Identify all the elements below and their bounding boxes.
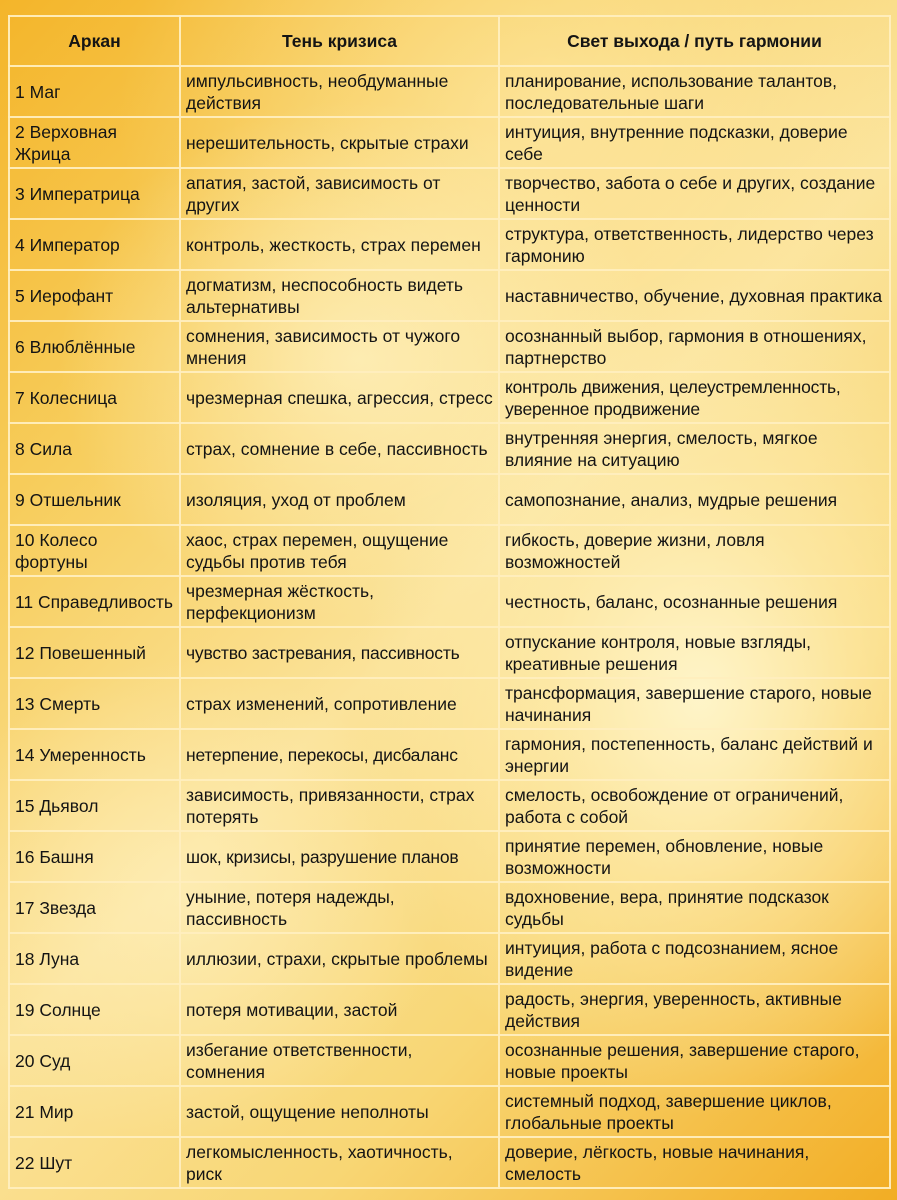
table-row (9, 1137, 890, 1188)
light-cell: радость, энергия, уверенность, активные действия (499, 984, 890, 1035)
shadow-cell: нетерпение, перекосы, дисбаланс (180, 729, 499, 780)
light-cell: трансформация, завершение старого, новые начинания (499, 678, 890, 729)
arcana-table-sheet (8, 15, 889, 1185)
arcana-cell: 7 Колесница (9, 372, 180, 423)
arcana-cell: 11 Справедливость (9, 576, 180, 627)
arcana-cell: 13 Смерть (9, 678, 180, 729)
arcana-cell: 20 Суд (9, 1035, 180, 1086)
arcana-cell: 22 Шут (9, 1137, 180, 1188)
shadow-cell: чрезмерная спешка, агрессия, стресс (180, 372, 499, 423)
light-cell: вдохновение, вера, принятие подсказок судьбы (499, 882, 890, 933)
arcana-cell: 15 Дьявол (9, 780, 180, 831)
table-row (9, 117, 890, 168)
shadow-cell: импульсивность, необдуманные действия (180, 66, 499, 117)
table-row (9, 831, 890, 882)
shadow-cell: шок, кризисы, разрушение планов (180, 831, 499, 882)
table-row (9, 1035, 890, 1086)
arcana-cell: 10 Колесо фортуны (9, 525, 180, 576)
arcana-cell: 19 Солнце (9, 984, 180, 1035)
table-row (9, 321, 890, 372)
shadow-cell: контроль, жесткость, страх перемен (180, 219, 499, 270)
shadow-cell: уныние, потеря надежды, пассивность (180, 882, 499, 933)
shadow-cell: страх, сомнение в себе, пассивность (180, 423, 499, 474)
shadow-cell: чрезмерная жёсткость, перфекционизм (180, 576, 499, 627)
table-row (9, 882, 890, 933)
light-cell: самопознание, анализ, мудрые решения (499, 474, 890, 525)
shadow-cell: застой, ощущение неполноты (180, 1086, 499, 1137)
table-row (9, 525, 890, 576)
light-cell: планирование, использование талантов, последовательные шаги (499, 66, 890, 117)
shadow-cell: потеря мотивации, застой (180, 984, 499, 1035)
light-cell: структура, ответственность, лидерство через гармонию (499, 219, 890, 270)
shadow-cell: догматизм, неспособность видеть альтернативы (180, 270, 499, 321)
arcana-cell: 1 Маг (9, 66, 180, 117)
table-row (9, 1086, 890, 1137)
shadow-cell: нерешительность, скрытые страхи (180, 117, 499, 168)
shadow-cell: зависимость, привязанности, страх потерять (180, 780, 499, 831)
shadow-cell: хаос, страх перемен, ощущение судьбы против тебя (180, 525, 499, 576)
shadow-cell: иллюзии, страхи, скрытые проблемы (180, 933, 499, 984)
arcana-cell: 3 Императрица (9, 168, 180, 219)
table-row (9, 270, 890, 321)
table-row (9, 219, 890, 270)
light-cell: интуиция, внутренние подсказки, доверие себе (499, 117, 890, 168)
table-row (9, 627, 890, 678)
shadow-cell: чувство застревания, пассивность (180, 627, 499, 678)
light-cell: смелость, освобождение от ограничений, работа с собой (499, 780, 890, 831)
shadow-cell: избегание ответственности, сомнения (180, 1035, 499, 1086)
light-cell: творчество, забота о себе и других, создание ценности (499, 168, 890, 219)
header-shadow: Тень кризиса (180, 16, 499, 66)
arcana-cell: 18 Луна (9, 933, 180, 984)
arcana-cell: 9 Отшельник (9, 474, 180, 525)
light-cell: гибкость, доверие жизни, ловля возможностей (499, 525, 890, 576)
shadow-cell: изоляция, уход от проблем (180, 474, 499, 525)
light-cell: интуиция, работа с подсознанием, ясное видение (499, 933, 890, 984)
table-row (9, 423, 890, 474)
table-row (9, 168, 890, 219)
table-row (9, 66, 890, 117)
light-cell: доверие, лёгкость, новые начинания, смелость (499, 1137, 890, 1188)
arcana-table (8, 15, 891, 1189)
arcana-cell: 21 Мир (9, 1086, 180, 1137)
arcana-cell: 14 Умеренность (9, 729, 180, 780)
arcana-cell: 17 Звезда (9, 882, 180, 933)
light-cell: наставничество, обучение, духовная практика (499, 270, 890, 321)
table-row (9, 678, 890, 729)
shadow-cell: легкомысленность, хаотичность, риск (180, 1137, 499, 1188)
light-cell: осознанные решения, завершение старого, новые проекты (499, 1035, 890, 1086)
table-row (9, 372, 890, 423)
arcana-cell: 8 Сила (9, 423, 180, 474)
light-cell: гармония, постепенность, баланс действий и энергии (499, 729, 890, 780)
light-cell: принятие перемен, обновление, новые возможности (499, 831, 890, 882)
arcana-cell: 5 Иерофант (9, 270, 180, 321)
header-light: Свет выхода / путь гармонии (499, 16, 890, 66)
table-header-row (9, 16, 890, 66)
table-row (9, 474, 890, 525)
table-row (9, 933, 890, 984)
light-cell: контроль движения, целеустремленность, уверенное продвижение (499, 372, 890, 423)
table-row (9, 984, 890, 1035)
light-cell: честность, баланс, осознанные решения (499, 576, 890, 627)
table-row (9, 729, 890, 780)
arcana-cell: 6 Влюблённые (9, 321, 180, 372)
shadow-cell: апатия, застой, зависимость от других (180, 168, 499, 219)
shadow-cell: сомнения, зависимость от чужого мнения (180, 321, 499, 372)
table-row (9, 576, 890, 627)
light-cell: осознанный выбор, гармония в отношениях, партнерство (499, 321, 890, 372)
light-cell: внутренняя энергия, смелость, мягкое влияние на ситуацию (499, 423, 890, 474)
arcana-cell: 2 Верховная Жрица (9, 117, 180, 168)
arcana-cell: 12 Повешенный (9, 627, 180, 678)
arcana-cell: 4 Император (9, 219, 180, 270)
header-arcana: Аркан (9, 16, 180, 66)
light-cell: системный подход, завершение циклов, глобальные проекты (499, 1086, 890, 1137)
arcana-cell: 16 Башня (9, 831, 180, 882)
shadow-cell: страх изменений, сопротивление (180, 678, 499, 729)
light-cell: отпускание контроля, новые взгляды, креативные решения (499, 627, 890, 678)
table-row (9, 780, 890, 831)
